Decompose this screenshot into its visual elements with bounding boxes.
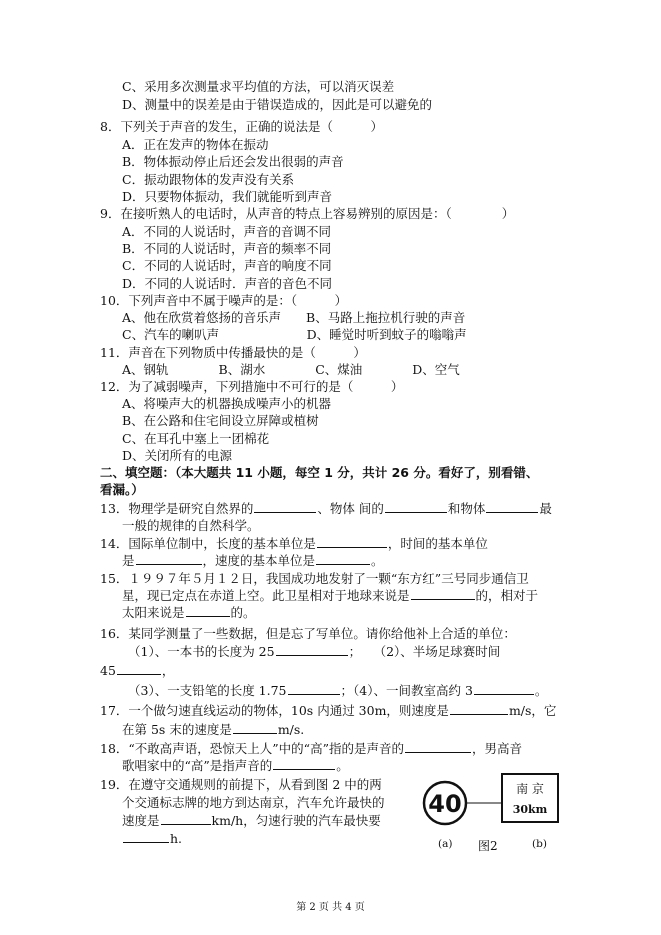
question-18: 18．“不敢高声语，恐惊天上人”中的“高”指的是声音的 ，男高音: [100, 741, 522, 756]
blank: [186, 604, 230, 617]
text-line: D、测量中的误差是由于错误造成的，因此是可以避免的: [122, 97, 433, 112]
text-line: B．物体振动停止后还会发出很弱的声音: [122, 154, 344, 169]
question-19-cont2: 速度是 km/h，匀速行驶的汽车最快要: [122, 813, 381, 828]
blank: [233, 721, 277, 734]
question-17-cont: 在第 5s 末的速度是 m/s.: [122, 722, 305, 737]
blank: [161, 812, 211, 825]
text-line: C．振动跟物体的发声没有关系: [122, 172, 295, 187]
blank: [385, 500, 447, 513]
question-17: 17．一个做匀速直线运动的物体，10s 内通过 30m，则速度是 m/s，它: [100, 703, 557, 718]
question-14-cont: 是 ，速度的基本单位是 。: [122, 553, 384, 568]
text-line: 12．为了减弱噪声，下列措施中不可行的是（ ）: [100, 379, 404, 394]
question-16-item-2-cont: 45 ，: [100, 663, 175, 678]
question-19-cont: 个交通标志牌的地方到达南京，汽车允许最快的: [122, 795, 385, 810]
question-16-item-1-2: （1）、一本书的长度为 25 ； （2）、半场足球赛时间: [128, 644, 501, 659]
text-line: A．正在发声的物体在振动: [122, 137, 269, 152]
question-15: 15．１９９７年５月１２日，我国成功地发射了一颗“东方红”三号同步通信卫: [100, 571, 529, 586]
text-line: C．不同的人说话时，声音的响度不同: [122, 258, 332, 273]
section-2-heading: 二、填空题：（本大题共 11 小题，每空 1 分，共计 26 分。看好了，别看错、: [100, 465, 539, 480]
question-19-cont3: h.: [122, 830, 182, 847]
distance-sign-city: 南 京: [516, 782, 544, 796]
text-line: B、在公路和住宅间设立屏障或植树: [122, 413, 319, 428]
text-line: 11．声音在下列物质中传播最快的是（ ）: [100, 345, 366, 360]
text-line: 9．在接听熟人的电话时，从声音的特点上容易辨别的原因是：（ ）: [100, 206, 515, 221]
blank: [450, 702, 508, 715]
blank: [486, 500, 538, 513]
figure-label-a: (a): [438, 838, 453, 850]
question-15-cont2: 太阳来说是 的。: [122, 605, 256, 620]
blank: [405, 740, 471, 753]
speed-limit-value: 40: [428, 790, 462, 818]
blank: [317, 535, 387, 548]
question-13-cont: 一般的规律的自然科学。: [122, 518, 260, 533]
blank: [254, 500, 316, 513]
text-line: D．只要物体振动，我们就能听到声音: [122, 189, 333, 204]
blank: [123, 830, 169, 843]
text-line: 8．下列关于声音的发生，正确的说法是（ ）: [100, 119, 383, 134]
text-line: A、他在欣赏着悠扬的音乐声 B、马路上拖拉机行驶的声音: [122, 310, 466, 325]
text-line: D．不同的人说话时．声音的音色不同: [122, 276, 333, 291]
blank: [411, 587, 475, 600]
text-line: A、将噪声大的机器换成噪声小的机器: [122, 396, 332, 411]
distance-sign-distance: 30km: [512, 803, 548, 816]
text-line: A、钢轨 B、湖水 C、煤油 D、空气: [122, 362, 460, 377]
blank: [117, 662, 161, 675]
text-line: A．不同的人说话时，声音的音调不同: [122, 224, 332, 239]
question-14: 14．国际单位制中，长度的基本单位是 ，时间的基本单位: [100, 536, 488, 551]
blank: [273, 757, 335, 770]
page-footer: 第 2 页 共 4 页: [296, 902, 365, 913]
traffic-signs-graphic: [420, 770, 560, 840]
text-line: C、在耳孔中塞上一团棉花: [122, 431, 270, 446]
question-16-item-3-4: （3）、一支铅笔的长度 1.75 ；（4）、一间教室高约 3 。: [128, 683, 548, 698]
figure-2: [420, 770, 560, 858]
figure-caption: 图2: [478, 839, 498, 853]
question-16: 16．某同学测量了一些数据，但是忘了写单位。请你给他补上合适的单位：: [100, 626, 516, 641]
section-2-heading-cont: 看漏。）: [100, 482, 144, 497]
text-line: C、汽车的喇叭声 D、睡觉时听到蚊子的嗡嗡声: [122, 327, 467, 342]
text-line: C、采用多次测量求平均值的方法，可以消灭误差: [122, 79, 395, 94]
question-19: 19．在遵守交通规则的前提下，从看到图 2 中的两: [100, 777, 382, 792]
blank: [288, 682, 340, 695]
text-line: D、关闭所有的电源: [122, 448, 233, 463]
blank: [136, 552, 202, 565]
text-line: 10．下列声音中不属于噪声的是：（ ）: [100, 293, 348, 308]
question-15-cont: 星，现已定点在赤道上空。此卫星相对于地球来说是 的，相对于: [122, 588, 539, 603]
blank: [474, 682, 534, 695]
blank: [276, 643, 348, 656]
blank: [316, 552, 370, 565]
text-line: B．不同的人说话时，声音的频率不同: [122, 241, 332, 256]
question-13: 13．物理学是研究自然界的 、物体 间的 和物体 最: [100, 501, 552, 516]
figure-label-b: (b): [532, 838, 547, 850]
question-18-cont: 歌唱家中的“高”是指声音的 。: [122, 758, 349, 773]
